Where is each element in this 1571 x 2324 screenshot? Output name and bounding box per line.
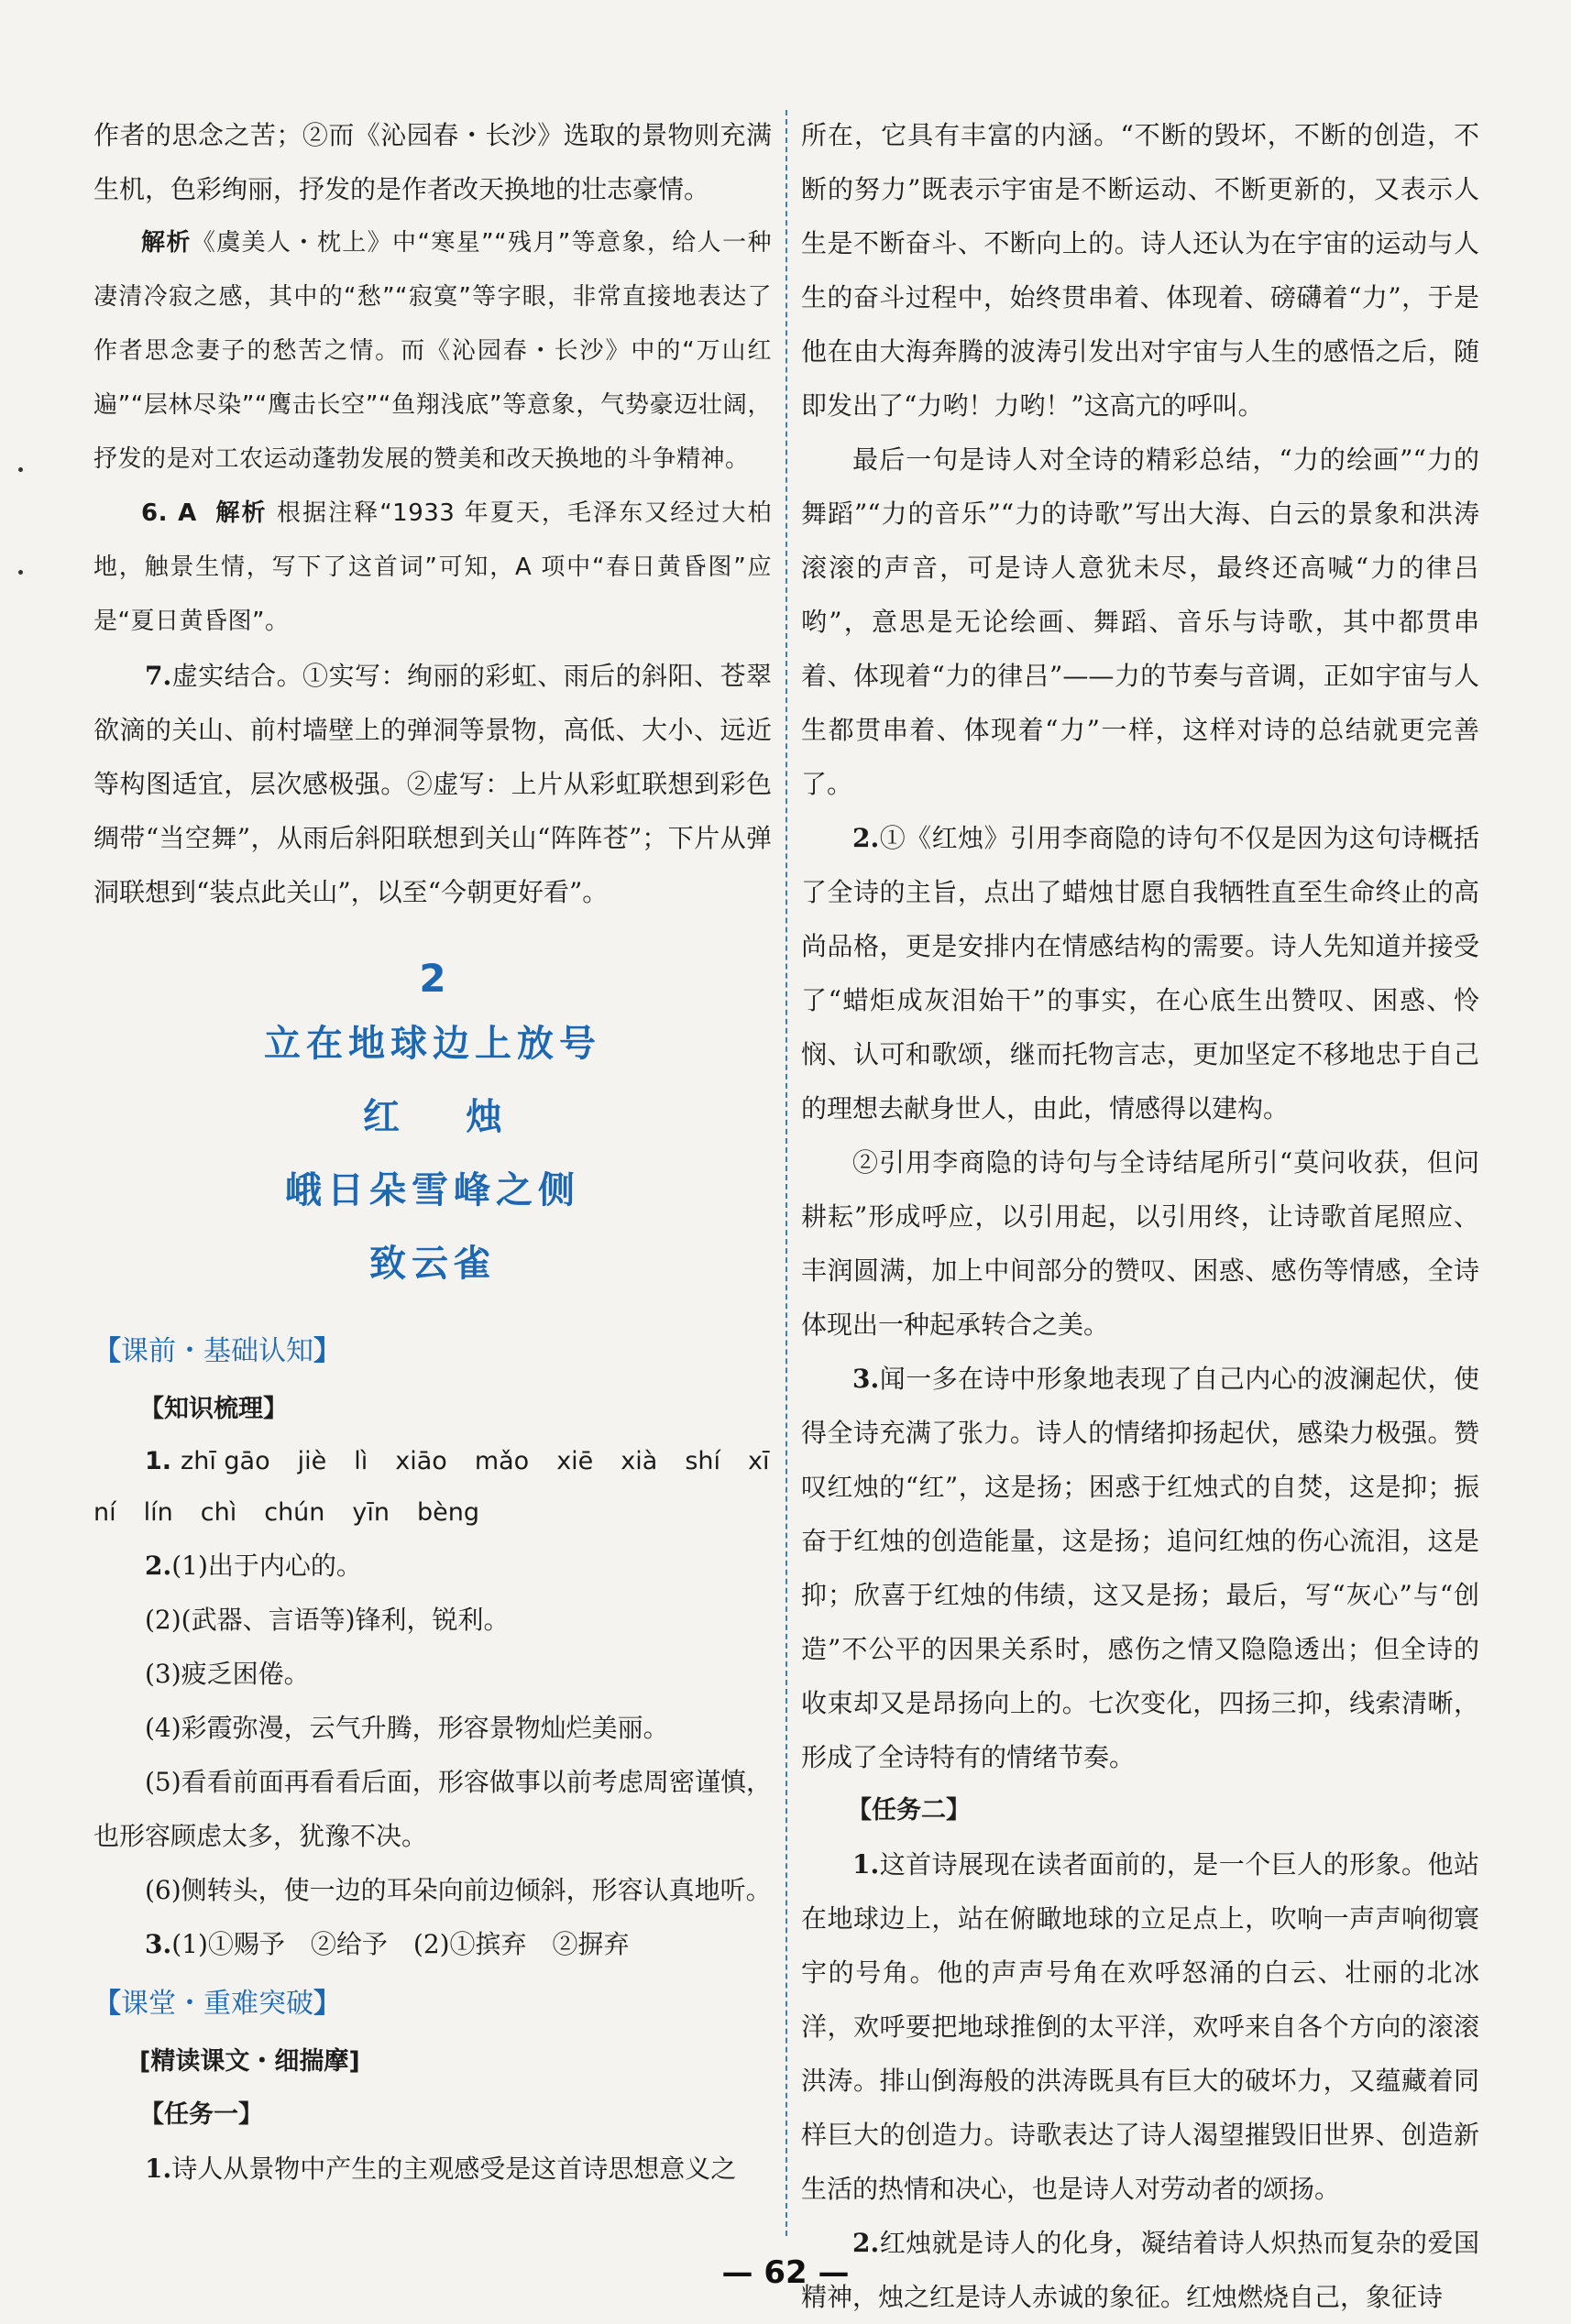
paragraph: 作者的思念之苦；②而《沁园春・长沙》选取的景物则充满生机，色彩绚丽，抒发的是作者改天换地的壮志豪情。 bbox=[93, 120, 772, 204]
answer-text: ①《红烛》引用李商隐的诗句不仅是因为这句诗概括了全诗的主旨，点出了蜡烛甘愿自我牺牲直至生命终止的高尚品格，更是安排内在情感结构的需要。诗人先知道并接受了“蜡炬成灰泪始干”的事实，在心底生出赞叹、困惑、怜悯、认可和歌颂，继而托物言志，更加坚定不移地忠于自己的理想去献身世人，由此，情感得以建构。 bbox=[801, 823, 1479, 1124]
answer-text: (1)①赐予 ②给予 (2)①摈弃 ②摒弃 bbox=[171, 1929, 630, 1959]
pinyin-answers-line2 bbox=[93, 1487, 772, 1539]
task1-answer-2 bbox=[801, 811, 1479, 1135]
section-number: 2 bbox=[419, 956, 446, 1001]
answer-3 bbox=[93, 1917, 772, 1971]
lesson-title: 立在地球边上放号 bbox=[264, 1023, 601, 1065]
answer-number: 2. bbox=[852, 823, 880, 853]
answer-number: 1. bbox=[145, 1447, 172, 1475]
pinyin-item: jiè bbox=[297, 1447, 327, 1475]
analysis-label: 解析 bbox=[215, 499, 268, 527]
answer-number: 2. bbox=[145, 1551, 172, 1581]
answer-text: 诗人从景物中产生的主观感受是这首诗思想意义之 bbox=[171, 2154, 737, 2184]
answer-7 bbox=[93, 649, 772, 919]
pinyin-item: xī bbox=[748, 1447, 770, 1475]
column-divider bbox=[786, 110, 787, 2236]
margin-dot bbox=[18, 467, 23, 472]
answer-text: 根据注释“1933 年夏天，毛泽东又经过大柏地，触景生情，写下了这首词”可知，A 项中“春日黄昏图”应是“夏日黄昏图”。 bbox=[93, 499, 772, 635]
answer-number: 7. bbox=[145, 661, 172, 691]
analysis-label: 解析 bbox=[141, 229, 192, 257]
answer-text: 这首诗展现在读者面前的，是一个巨人的形象。他站在地球边上，站在俯瞰地球的立足点上，吹响一声声响彻寰宇的号角。他的声声号角在欢呼怒涌的白云、壮丽的北冰洋，欢呼要把地球推倒的太平洋，欢呼来自各个方向的滚滚洪涛。排山倒海般的洪涛既具有巨大的破坏力，又蕴藏着同样巨大的创造力。诗歌表达了诗人渴望摧毁旧世界、创造新生活的热情和决心，也是诗人对劳动者的颂扬。 bbox=[801, 1849, 1479, 2204]
answer-text: 红烛就是诗人的化身，凝结着诗人炽热而复杂的爱国精神，烛之红是诗人赤诚的象征。红烛燃烧自己，象征诗 bbox=[801, 2228, 1479, 2312]
margin-dot bbox=[18, 570, 23, 575]
pinyin-item: xià bbox=[621, 1447, 658, 1475]
pinyin-item: bèng bbox=[417, 1498, 480, 1527]
answer-number: 3. bbox=[145, 1929, 172, 1959]
pinyin-item: lín bbox=[143, 1498, 173, 1527]
task2-heading: 【任务二】 bbox=[847, 1796, 971, 1825]
pinyin-item: xiē bbox=[556, 1447, 594, 1475]
section-band-preclass: 【课前・基础认知】 bbox=[93, 1335, 341, 1367]
right-column bbox=[801, 108, 1479, 2324]
answer-text: (1)出于内心的。 bbox=[171, 1551, 362, 1581]
task1-heading: 【任务一】 bbox=[139, 2100, 263, 2129]
pinyin-answers bbox=[93, 1436, 772, 1487]
answer-2-item: (4)彩霞弥漫，云气升腾，形容景物灿烂美丽。 bbox=[145, 1713, 669, 1743]
pinyin-item: chún bbox=[264, 1498, 325, 1527]
paragraph: 所在，它具有丰富的内涵。“不断的毁坏，不断的创造，不断的努力”既表示宇宙是不断运动、不断更新的，又表示人生是不断奋斗、不断向上的。诗人还认为在宇宙的运动与人生的奋斗过程中，始终贯串着、体现着、磅礴着“力”，于是他在由大海奔腾的波涛引发出对宇宙与人生的感悟之后，随即发出了“力哟！力哟！”这高亢的呼叫。 bbox=[801, 120, 1479, 421]
pinyin-item: zhī gāo bbox=[181, 1447, 270, 1475]
pinyin-item: lì bbox=[354, 1447, 368, 1475]
task2-answer-1 bbox=[801, 1837, 1479, 2216]
pinyin-item: yīn bbox=[352, 1498, 390, 1527]
answer-2-item: (2)(武器、言语等)锋利，锐利。 bbox=[145, 1605, 510, 1635]
lesson-title: 峨日朵雪峰之侧 bbox=[285, 1169, 580, 1211]
answer-2-item: (3)疲乏困倦。 bbox=[145, 1659, 310, 1689]
paragraph: ②引用李商隐的诗句与全诗结尾所引“莫问收获，但问耕耘”形成呼应，以引用起，以引用终，让诗歌首尾照应、丰润圆满，加上中间部分的赞叹、困惑、感伤等情感，全诗体现出一种起承转合之美。 bbox=[801, 1147, 1479, 1340]
pinyin-item: chì bbox=[200, 1498, 237, 1527]
band-label: 课堂・重难突破 bbox=[121, 1988, 313, 2020]
close-reading-heading: [精读课文・细揣摩] bbox=[139, 2047, 360, 2076]
answer-number: 1. bbox=[852, 1849, 880, 1880]
answer-6 bbox=[93, 487, 772, 649]
knowledge-heading: 【知识梳理】 bbox=[139, 1395, 288, 1423]
task1-answer-1 bbox=[93, 2142, 772, 2196]
answer-text: 闻一多在诗中形象地表现了自己内心的波澜起伏，使得全诗充满了张力。诗人的情绪抑扬起伏，感染力极强。赞叹红烛的“红”，这是扬；困惑于红烛式的自焚，这是抑；振奋于红烛的创造能量，这是扬；追问红烛的伤心流泪，这是抑；欣喜于红烛的伟绩，这又是扬；最后，写“灰心”与“创造”不公平的因果关系时，感伤之情又隐隐透出；但全诗的收束却又是昂扬向上的。七次变化，四扬三抑，线索清晰，形成了全诗特有的情绪节奏。 bbox=[801, 1364, 1479, 1772]
lesson-title: 致云雀 bbox=[369, 1243, 496, 1285]
pinyin-item: shí bbox=[685, 1447, 720, 1475]
lesson-title: 红烛 bbox=[363, 1096, 568, 1138]
pinyin-item: xiāo bbox=[395, 1447, 447, 1475]
task1-answer-3 bbox=[801, 1352, 1479, 1784]
answer-number: 6. A bbox=[141, 499, 197, 527]
pinyin-item: mǎo bbox=[474, 1447, 530, 1475]
page-number: — 62 — bbox=[721, 2254, 850, 2291]
answer-2-item: (6)侧转头，使一边的耳朵向前边倾斜，形容认真地听。 bbox=[145, 1875, 772, 1905]
answer-2-item: (5)看看前面再看看后面，形容做事以前考虑周密谨慎，也形容顾虑太多，犹豫不决。 bbox=[93, 1767, 772, 1851]
answer-number: 3. bbox=[852, 1364, 880, 1394]
answer-number: 2. bbox=[852, 2228, 880, 2258]
analysis-text: 《虞美人・枕上》中“寒星”“残月”等意象，给人一种凄清冷寂之感，其中的“愁”“寂寞”等字眼，非常直接地表达了作者思念妻子的愁苦之情。而《沁园春・长沙》中的“万山红遍”“层林尽染”“鹰击长空”“鱼翔浅底”等意象，气势豪迈壮阔，抒发的是对工农运动蓬勃发展的赞美和改天换地的斗争精神。 bbox=[93, 229, 772, 473]
left-column bbox=[93, 108, 772, 2196]
answer-number: 1. bbox=[145, 2154, 172, 2184]
pinyin-item: ní bbox=[93, 1498, 116, 1527]
band-label: 课前・基础认知 bbox=[121, 1335, 313, 1367]
answer-text: 虚实结合。①实写：绚丽的彩虹、雨后的斜阳、苍翠欲滴的关山、前村墙壁上的弹洞等景物，高低、大小、远近等构图适宜，层次感极强。②虚写：上片从彩虹联想到彩色绸带“当空舞”，从雨后斜阳联想到关山“阵阵苍”；下片从弹洞联想到“装点此关山”，以至“今朝更好看”。 bbox=[93, 661, 772, 907]
analysis-paragraph bbox=[93, 216, 772, 487]
paragraph: 最后一句是诗人对全诗的精彩总结，“力的绘画”“力的舞蹈”“力的音乐”“力的诗歌”写出大海、白云的景象和洪涛滚滚的声音，可是诗人意犹未尽，最终还高喊“力的律吕哟”，意思是无论绘画、舞蹈、音乐与诗歌，其中都贯串着、体现着“力的律吕”——力的节奏与音调，正如宇宙与人生都贯串着、体现着“力”一样，这样对诗的总结就更完善了。 bbox=[801, 444, 1479, 799]
answer-2-item bbox=[93, 1539, 772, 1593]
section-band-inclass: 【课堂・重难突破】 bbox=[93, 1988, 341, 2020]
